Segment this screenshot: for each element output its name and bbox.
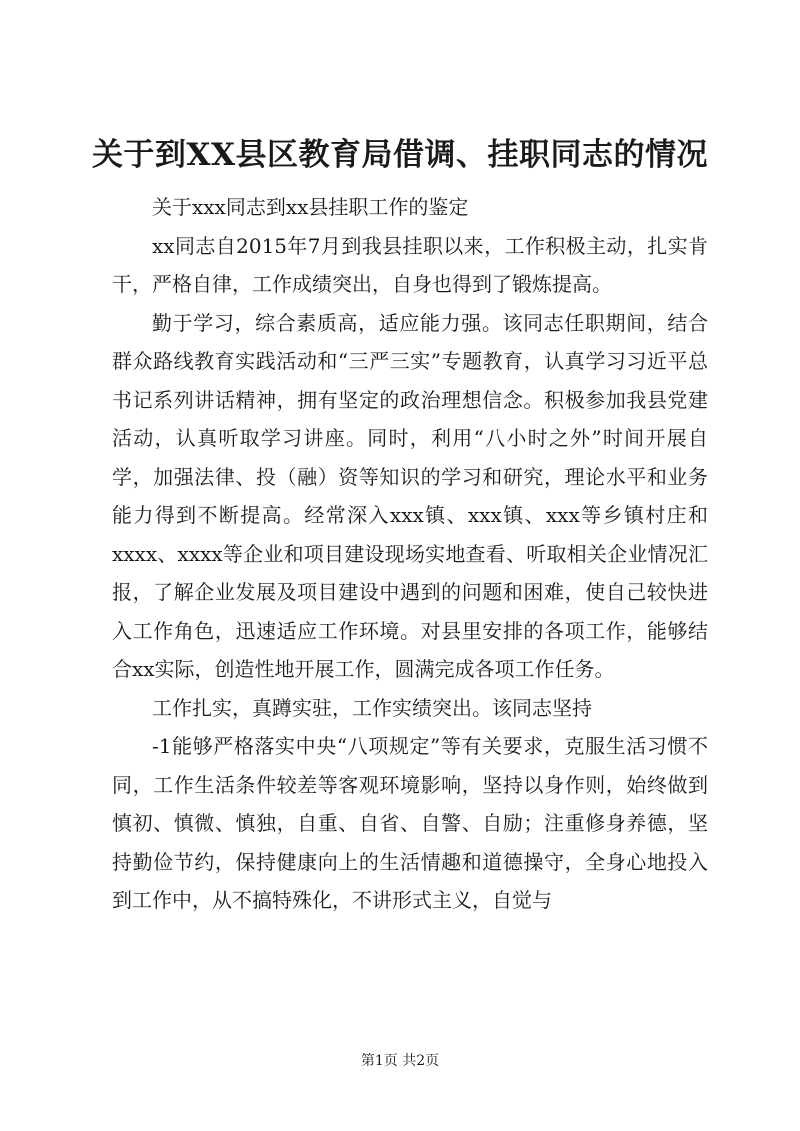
- document-title: 关于到XX县区教育局借调、挂职同志的情况: [91, 137, 709, 173]
- paragraph: 勤于学习，综合素质高，适应能力强。该同志任职期间，结合群众路线教育实践活动和“三严三实”专题教育，认真学习习近平总书记系列讲话精神，拥有坚定的政治理想信念。积极参加我县党建活动，认真听取学习讲座。同时，利用“八小时之外”时间开展自学，加强法律、投（融）资等知识的学习和研究，理论水平和业务能力得到不断提高。经常深入xxx镇、xxx镇、xxx等乡镇村庄和xxxx、xxxx等企业和项目建设现场实地查看、听取相关企业情况汇报，了解企业发展及项目建设中遇到的问题和困难，使自己较快进入工作角色，迅速适应工作环境。对县里安排的各项工作，能够结合xx实际，创造性地开展工作，圆满完成各项工作任务。: [112, 310, 708, 681]
- page-number-footer: 第1页 共2页: [360, 1053, 440, 1069]
- document-body: [112, 188, 708, 920]
- paragraph: xx同志自2015年7月到我县挂职以来，工作积极主动，扎实肯干，严格自律，工作成绩突出，自身也得到了锻炼提高。: [112, 233, 708, 296]
- paragraph-subtitle: 关于xxx同志到xx县挂职工作的鉴定: [152, 195, 469, 219]
- paragraph: -1能够严格落实中央“八项规定”等有关要求，克服生活习惯不同，工作生活条件较差等客观环境影响，坚持以身作则，始终做到慎初、慎微、慎独，自重、自省、自警、自励；注重修身养德，坚持勤俭节约，保持健康向上的生活情趣和道德操守，全身心地投入到工作中，从不搞特殊化，不讲形式主义，自觉与: [112, 734, 708, 912]
- paragraph: 工作扎实，真蹲实驻，工作实绩突出。该同志坚持: [152, 695, 592, 720]
